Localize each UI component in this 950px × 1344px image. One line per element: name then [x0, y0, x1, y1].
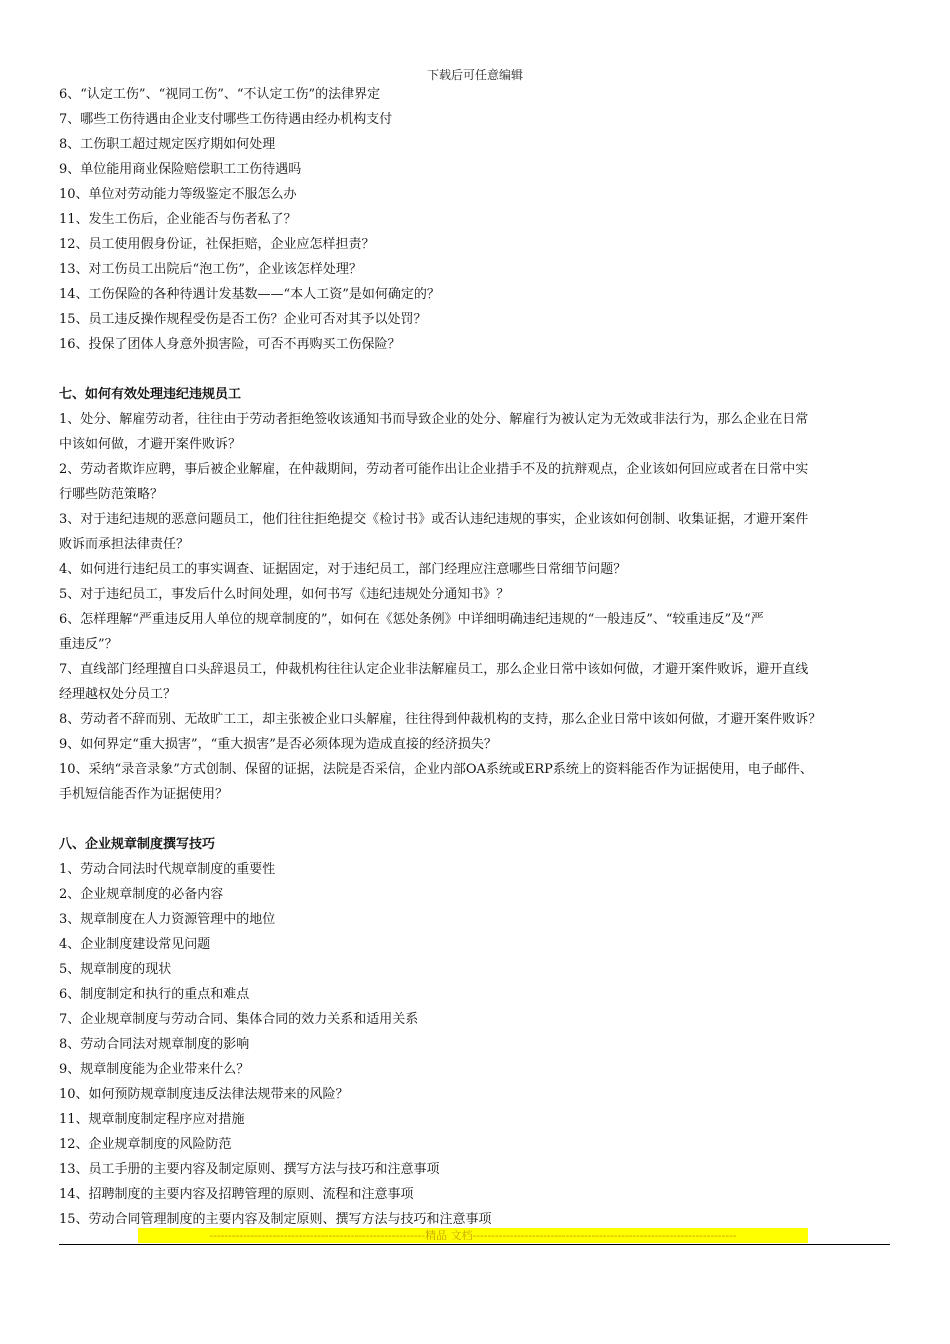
list-item: 9、单位能用商业保险赔偿职工工伤待遇吗 — [59, 162, 302, 177]
footer-banner: ----------------------------------------------------------精品 文档----------------------------------------------------------------------- — [138, 1228, 808, 1243]
paragraph-line: 4、如何进行违纪员工的事实调查、证据固定，对于违纪员工，部门经理应注意哪些日常细节问题？ — [59, 562, 627, 577]
paragraph-line: 5、对于违纪员工，事发后什么时间处理，如何书写《违纪违规处分通知书》？ — [59, 587, 510, 602]
paragraph-line: 1、处分、解雇劳动者，往往由于劳动者拒绝签收该通知书而导致企业的处分、解雇行为被认定为无效或非法行为，那么企业在日常 — [59, 412, 809, 427]
list-item: 16、投保了团体人身意外损害险，可否不再购买工伤保险？ — [59, 337, 401, 352]
section-heading: 七、如何有效处理违纪违规员工 — [59, 387, 242, 402]
paragraph-line: 经理越权处分员工？ — [59, 687, 177, 702]
paragraph-line: 3、对于违纪违规的恶意问题员工，他们往往拒绝提交《检讨书》或否认违纪违规的事实，企业该如何创制、收集证据，才避开案件 — [59, 512, 809, 527]
list-item: 1、劳动合同法时代规章制度的重要性 — [59, 862, 276, 877]
list-item: 4、企业制度建设常见问题 — [59, 937, 211, 952]
list-item: 15、员工违反操作规程受伤是否工伤？企业可否对其予以处罚？ — [59, 312, 427, 327]
list-item: 6、“认定工伤”、“视同工伤”、“不认定工伤”的法律界定 — [59, 87, 381, 102]
paragraph-line: 中该如何做，才避开案件败诉？ — [59, 437, 242, 452]
list-item: 3、规章制度在人力资源管理中的地位 — [59, 912, 276, 927]
list-item: 6、制度制定和执行的重点和难点 — [59, 987, 250, 1002]
list-item: 9、规章制度能为企业带来什么？ — [59, 1062, 250, 1077]
paragraph-line: 8、劳动者不辞而别、无故旷工工，却主张被企业口头解雇，往往得到仲裁机构的支持，那么企业日常中该如何做，才避开案件败诉？ — [59, 712, 822, 727]
list-item: 12、企业规章制度的风险防范 — [59, 1137, 232, 1152]
paragraph-line: 重违反”？ — [59, 637, 118, 652]
paragraph-line: 7、直线部门经理擅自口头辞退员工，仲裁机构往往认定企业非法解雇员工，那么企业日常中该如何做，才避开案件败诉，避开直线 — [59, 662, 809, 677]
paragraph-line: 手机短信能否作为证据使用？ — [59, 787, 229, 802]
spacer — [59, 357, 899, 382]
list-item: 12、员工使用假身份证，社保拒赔，企业应怎样担责？ — [59, 237, 375, 252]
list-item: 11、发生工伤后，企业能否与伤者私了？ — [59, 212, 297, 227]
spacer — [59, 807, 899, 832]
footer-divider — [59, 1244, 890, 1245]
list-item: 13、对工伤员工出院后“泡工伤”，企业该怎样处理？ — [59, 262, 362, 277]
list-item: 2、企业规章制度的必备内容 — [59, 887, 224, 902]
list-item: 7、哪些工伤待遇由企业支付哪些工伤待遇由经办机构支付 — [59, 112, 393, 127]
list-item: 15、劳动合同管理制度的主要内容及制定原则、撰写方法与技巧和注意事项 — [59, 1212, 492, 1227]
paragraph-line: 2、劳动者欺诈应聘，事后被企业解雇，在仲裁期间，劳动者可能作出让企业措手不及的抗辩观点，企业该如何回应或者在日常中实 — [59, 462, 809, 477]
section-heading: 八、企业规章制度撰写技巧 — [59, 837, 216, 852]
list-item: 14、招聘制度的主要内容及招聘管理的原则、流程和注意事项 — [59, 1187, 414, 1202]
list-item: 5、规章制度的现状 — [59, 962, 172, 977]
document-body — [59, 82, 899, 1232]
list-item: 11、规章制度制定程序应对措施 — [59, 1112, 245, 1127]
list-item: 14、工伤保险的各种待遇计发基数——“本人工资”是如何确定的？ — [59, 287, 440, 302]
list-item: 8、劳动合同法对规章制度的影响 — [59, 1037, 250, 1052]
list-item: 8、工伤职工超过规定医疗期如何处理 — [59, 137, 276, 152]
list-item: 10、单位对劳动能力等级鉴定不服怎么办 — [59, 187, 297, 202]
paragraph-line: 10、采纳“录音录象”方式创制、保留的证据，法院是否采信，企业内部OA系统或ERP系统上的资料能否作为证据使用，电子邮件、 — [59, 762, 813, 777]
header-note: 下载后可任意编辑 — [426, 68, 523, 82]
paragraph-line: 9、如何界定“重大损害”，“重大损害”是否必须体现为造成直接的经济损失？ — [59, 737, 497, 752]
paragraph-line: 败诉而承担法律责任？ — [59, 537, 190, 552]
list-item: 10、如何预防规章制度违反法律法规带来的风险？ — [59, 1087, 349, 1102]
list-item: 7、企业规章制度与劳动合同、集体合同的效力关系和适用关系 — [59, 1012, 419, 1027]
paragraph-line: 6、怎样理解“严重违反用人单位的规章制度的”，如何在《惩处条例》中详细明确违纪违规的“一般违反”、“较重违反”及“严 — [59, 612, 764, 627]
list-item: 13、员工手册的主要内容及制定原则、撰写方法与技巧和注意事项 — [59, 1162, 440, 1177]
paragraph-line: 行哪些防范策略？ — [59, 487, 164, 502]
